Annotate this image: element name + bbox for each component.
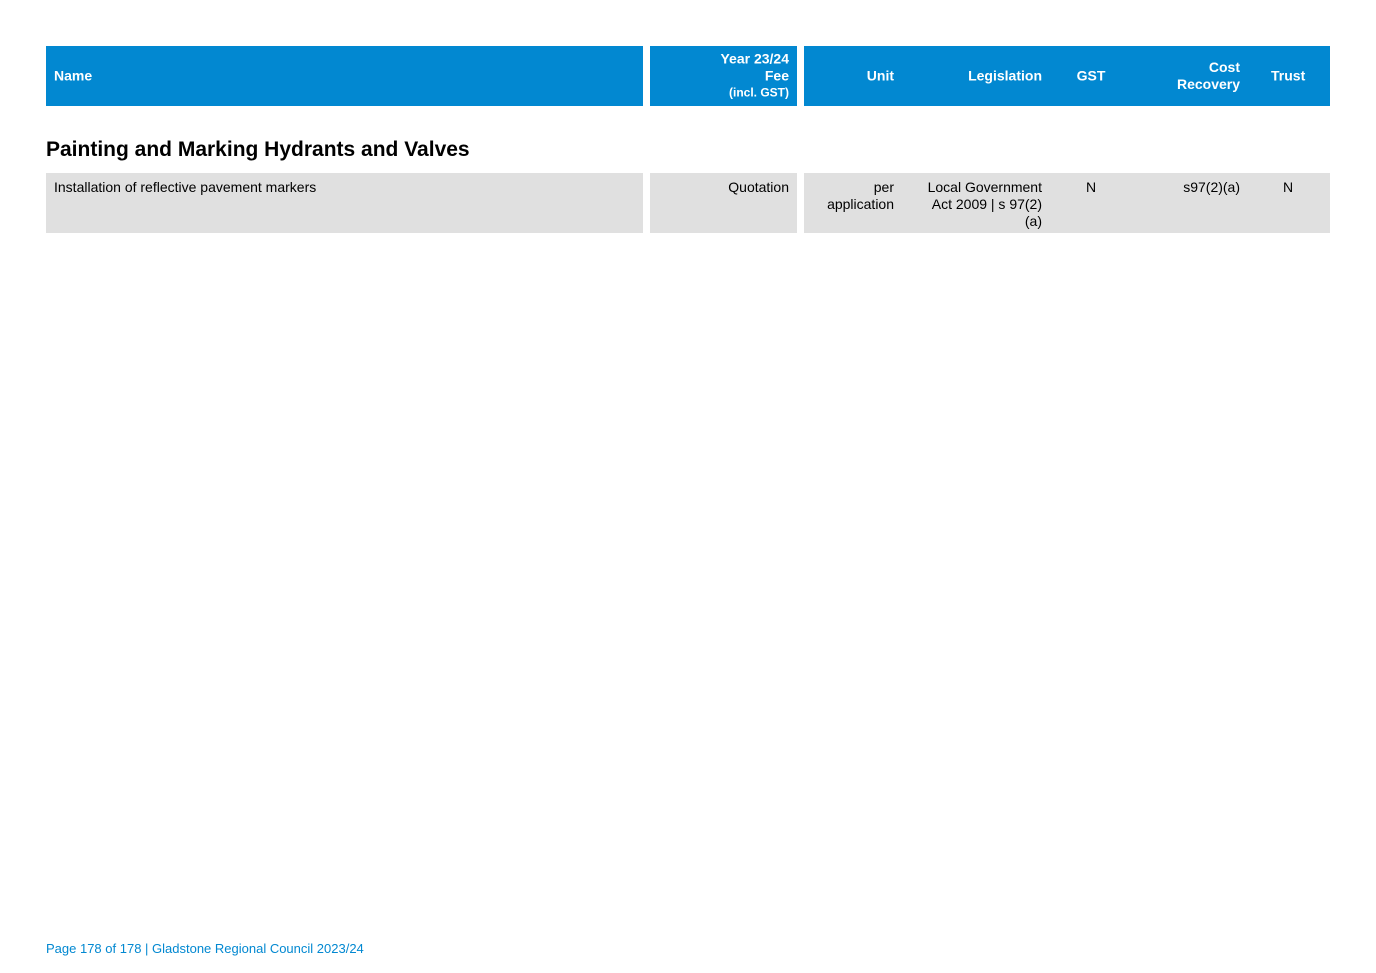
section-title: Painting and Marking Hydrants and Valves	[46, 138, 470, 161]
row-unit-line1: per	[873, 179, 894, 195]
header-fee-line1: Year 23/24	[720, 50, 789, 67]
row-unit	[774, 179, 894, 213]
row-legislation	[902, 179, 1042, 230]
header-fee-cell	[650, 46, 797, 106]
row-legislation-line1: Local Government	[927, 179, 1042, 195]
fees-page	[46, 46, 1330, 229]
row-name: Installation of reflective pavement markers	[54, 179, 317, 195]
header-fee-line2: Fee	[764, 67, 789, 84]
header-name: Name	[54, 67, 93, 84]
row-trust: N	[1282, 179, 1294, 195]
table-row	[46, 173, 1330, 233]
header-cost-line1: Cost	[1208, 59, 1240, 75]
header-cost-line2: Recovery	[1176, 76, 1240, 92]
header-gst: GST	[1076, 67, 1106, 84]
row-details-cell	[804, 173, 1330, 233]
header-details-cell	[804, 46, 1330, 106]
header-cost-recovery	[1177, 59, 1240, 93]
table-header	[46, 46, 1330, 106]
header-trust: Trust	[1271, 67, 1306, 84]
header-name-cell	[46, 46, 643, 106]
row-legislation-line2: Act 2009 | s 97(2)	[931, 196, 1042, 212]
row-name-cell	[46, 173, 643, 233]
row-fee: Quotation	[728, 179, 789, 195]
page-footer: Page 178 of 178 | Gladstone Regional Council 2023/24	[46, 941, 364, 956]
header-fee-line3: (incl. GST)	[729, 85, 789, 100]
row-gst: N	[1085, 179, 1097, 195]
header-fee	[720, 51, 789, 102]
row-legislation-line3: (a)	[1024, 213, 1042, 229]
header-unit: Unit	[866, 67, 894, 84]
row-cost-recovery: s97(2)(a)	[1183, 179, 1240, 195]
row-unit-line2: application	[827, 196, 894, 212]
header-legislation: Legislation	[968, 67, 1042, 84]
